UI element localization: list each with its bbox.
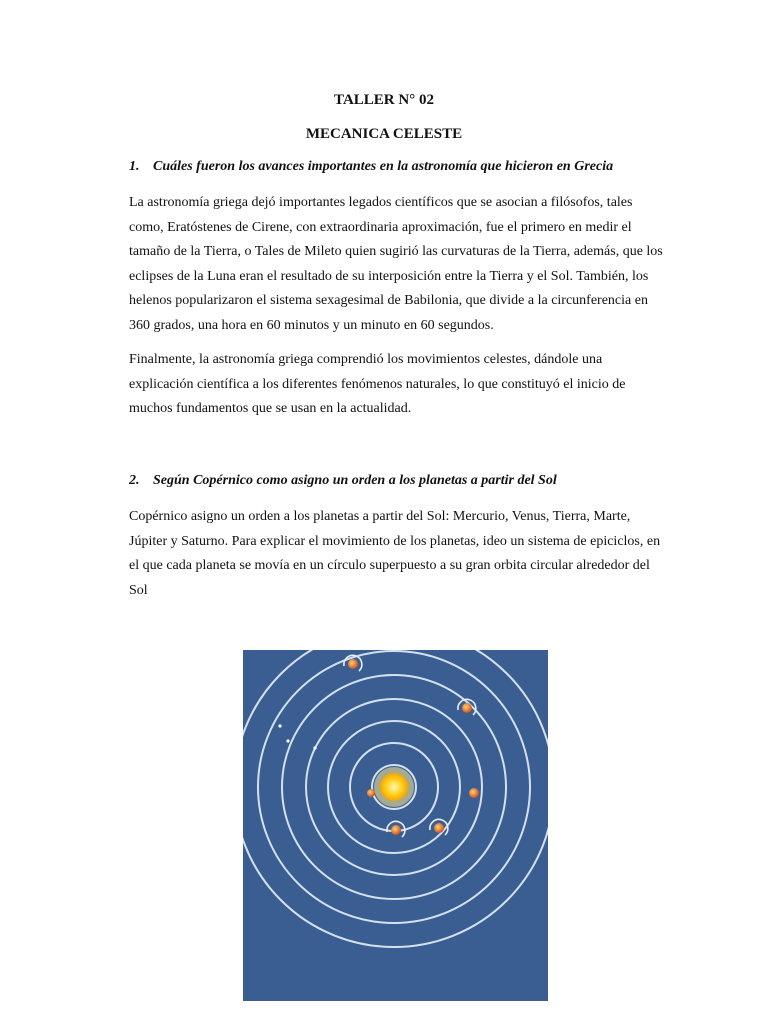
planet [391, 825, 401, 835]
answer-paragraph [129, 505, 659, 603]
orbit-marker [313, 746, 316, 749]
planet [348, 659, 358, 669]
planet [462, 703, 472, 713]
orbit-marker [286, 739, 289, 742]
paragraph-line: como, Eratóstenes de Cirene, con extraordinaria aproximación, fue el primero en medir el [129, 219, 632, 235]
paragraph-line: el que cada planeta se movía en un círculo superpuesto a su gran orbita circular alrededor del [129, 558, 650, 574]
solar-system-figure [243, 650, 548, 1001]
paragraph-line: La astronomía griega dejó importantes legados científicos que se asocian a filósofos, tales [129, 195, 633, 210]
question-2 [129, 473, 557, 489]
document-title: TALLER N° 02 [334, 92, 434, 108]
planet [367, 789, 375, 797]
question-text: Cuáles fueron los avances importantes en la astronomía que hicieron en Grecia [153, 159, 614, 174]
paragraph-line: 360 grados, una hora en 60 minutos y un minuto en 60 segundos. [129, 317, 494, 333]
orbit-marker [278, 724, 281, 727]
paragraph-line: muchos fundamentos que se usan en la actualidad. [129, 401, 412, 417]
question-number: 1. [129, 159, 140, 174]
paragraph-line: explicación científica a los diferentes fenómenos naturales, lo que constituyó el inicio de [129, 376, 626, 392]
planet [434, 823, 444, 833]
paragraph-line: Finalmente, la astronomía griega comprendió los movimientos celestes, dándole una [129, 352, 603, 367]
paragraph-line: eclipses de la Luna eran el resultado de su interposición entre la Tierra y el Sol. También, los [129, 268, 649, 284]
paragraph-line: Copérnico asigno un orden a los planetas a partir del Sol: Mercurio, Venus, Tierra, Marte, [129, 509, 631, 524]
question-number: 2. [129, 473, 140, 488]
sun [380, 773, 408, 801]
heliocentric-solar-system-illustration [243, 650, 548, 1001]
paragraph-line: helenos popularizaron el sistema sexagesimal de Babilonia, que divide a la circunferencia en [129, 293, 648, 309]
document-subtitle: MECANICA CELESTE [305, 126, 463, 142]
paragraph-line: Júpiter y Saturno. Para explicar el movimiento de los planetas, ideo un sistema de epiciclos, en [129, 533, 661, 549]
answer-paragraph [129, 348, 659, 422]
paragraph-line: Sol [129, 582, 148, 598]
question-text: Según Copérnico como asigno un orden a los planetas a partir del Sol [153, 473, 557, 488]
question-1 [129, 159, 613, 175]
answer-paragraph [129, 191, 663, 339]
paragraph-line: tamaño de la Tierra, o Tales de Mileto quien sugirió las curvaturas de la Tierra, además, que los [129, 244, 663, 260]
planet [469, 788, 479, 798]
